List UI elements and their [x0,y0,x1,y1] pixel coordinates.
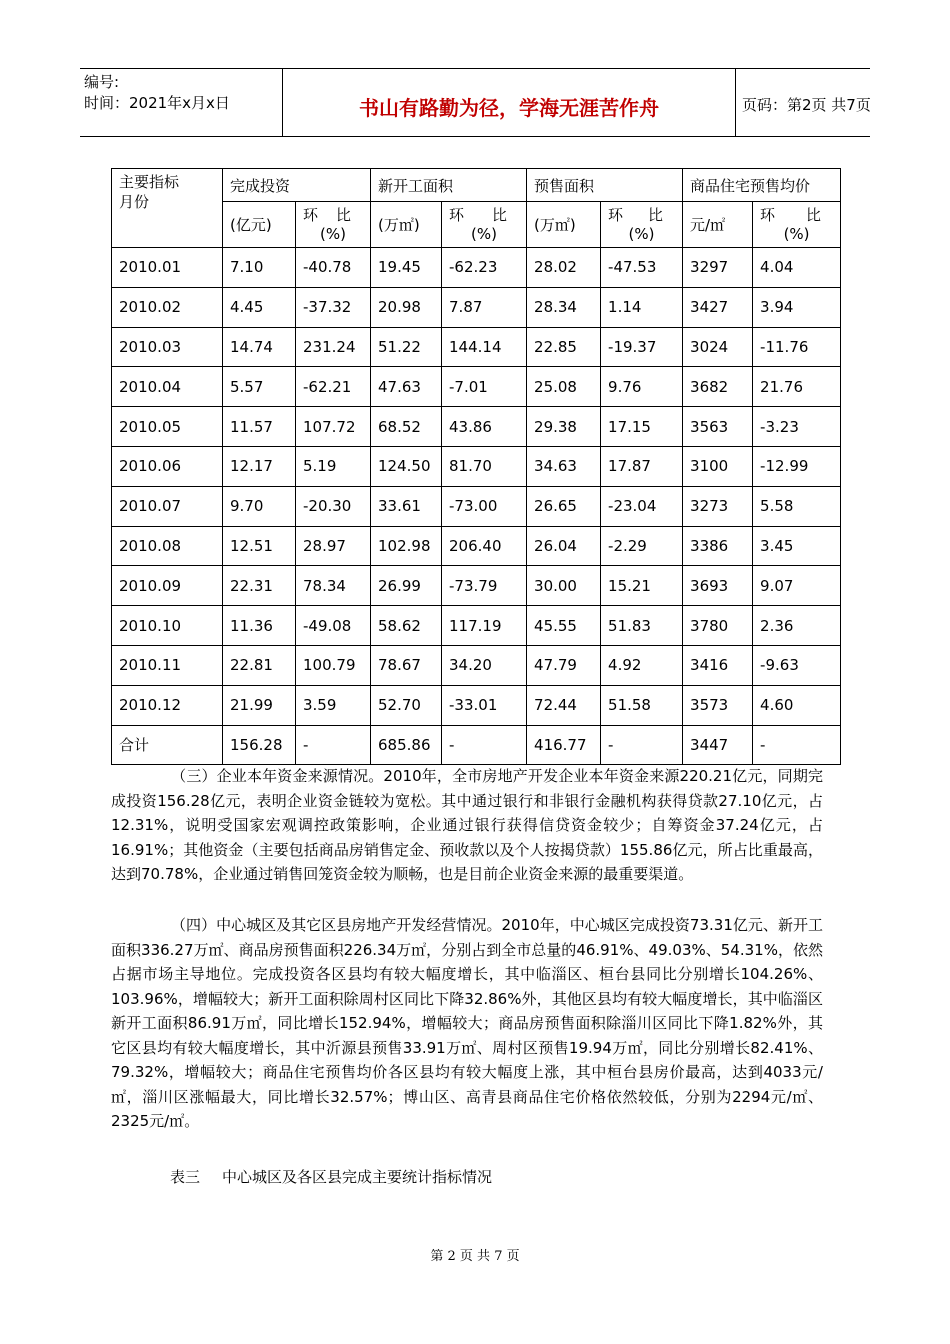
value-cell: - [296,725,371,765]
value-cell: 3024 [683,327,753,367]
value-cell: 685.86 [371,725,442,765]
value-cell: 52.70 [371,685,442,725]
month-cell: 2010.10 [112,606,223,646]
group-header-presale-price: 商品住宅预售均价 [683,169,841,202]
value-cell: 72.44 [527,685,601,725]
code-label: 编号: [84,73,120,91]
corner-label-indicator: 主要指标 [119,173,180,191]
ratio-unit: (%) [471,224,497,243]
value-cell: 12.51 [223,526,296,566]
value-cell: -19.37 [601,327,683,367]
value-cell: -23.04 [601,486,683,526]
value-cell: 51.58 [601,685,683,725]
value-cell: 3297 [683,248,753,288]
ratio-label: 环 比 [449,205,508,224]
value-cell: 12.17 [223,446,296,486]
value-cell: -73.00 [442,486,527,526]
value-cell: 17.15 [601,407,683,447]
value-cell: 51.22 [371,327,442,367]
value-cell: 156.28 [223,725,296,765]
value-cell: 28.34 [527,287,601,327]
value-cell: 58.62 [371,606,442,646]
value-cell: 47.63 [371,367,442,407]
value-cell: 100.79 [296,645,371,685]
value-cell: 3416 [683,645,753,685]
value-cell: 3447 [683,725,753,765]
value-cell: 26.04 [527,526,601,566]
value-cell: 7.87 [442,287,527,327]
value-cell: 34.20 [442,645,527,685]
ratio-header-cell [442,202,527,248]
table-row [112,685,841,725]
value-cell: 29.38 [527,407,601,447]
value-cell: 9.07 [753,566,841,606]
month-cell: 2010.04 [112,367,223,407]
value-cell: 22.85 [527,327,601,367]
month-cell: 2010.09 [112,566,223,606]
value-cell: -9.63 [753,645,841,685]
value-cell: 124.50 [371,446,442,486]
month-cell: 2010.11 [112,645,223,685]
unit-cell: (亿元) [223,202,296,248]
month-cell: 合计 [112,725,223,765]
value-cell: 3693 [683,566,753,606]
value-cell: 78.34 [296,566,371,606]
value-cell: 3682 [683,367,753,407]
group-header-presale-area: 预售面积 [527,169,683,202]
value-cell: 78.67 [371,645,442,685]
header-page-info: 页码：第2页 共7页 [742,96,871,114]
value-cell: -47.53 [601,248,683,288]
value-cell: 3273 [683,486,753,526]
value-cell: 9.70 [223,486,296,526]
ratio-unit: (%) [320,224,346,243]
value-cell: 14.74 [223,327,296,367]
ratio-header-cell [753,202,841,248]
ratio-unit: (%) [783,224,810,243]
value-cell: 117.19 [442,606,527,646]
value-cell: 30.00 [527,566,601,606]
value-cell: 231.24 [296,327,371,367]
table-caption-title: 中心城区及各区县完成主要统计指标情况 [222,1168,493,1186]
table-row [112,526,841,566]
value-cell: 45.55 [527,606,601,646]
ratio-label: 环 比 [608,205,664,224]
value-cell: 68.52 [371,407,442,447]
group-header-new-construction: 新开工面积 [371,169,527,202]
value-cell: 3563 [683,407,753,447]
value-cell: -62.23 [442,248,527,288]
group-header-investment: 完成投资 [223,169,371,202]
value-cell: 3573 [683,685,753,725]
value-cell: 3100 [683,446,753,486]
table-row [112,367,841,407]
value-cell: 4.60 [753,685,841,725]
value-cell: -49.08 [296,606,371,646]
corner-header-cell [112,169,223,248]
value-cell: 33.61 [371,486,442,526]
value-cell: 17.87 [601,446,683,486]
value-cell: 28.97 [296,526,371,566]
table-row [112,407,841,447]
value-cell: 15.21 [601,566,683,606]
header-motto-cell [282,69,736,136]
month-cell: 2010.01 [112,248,223,288]
value-cell: 5.58 [753,486,841,526]
value-cell: 4.45 [223,287,296,327]
header-meta [80,69,284,139]
month-cell: 2010.08 [112,526,223,566]
value-cell: 3.45 [753,526,841,566]
value-cell: 3780 [683,606,753,646]
value-cell: 21.99 [223,685,296,725]
value-cell: 26.65 [527,486,601,526]
value-cell: - [442,725,527,765]
value-cell: 43.86 [442,407,527,447]
value-cell: 25.08 [527,367,601,407]
month-cell: 2010.07 [112,486,223,526]
value-cell: 28.02 [527,248,601,288]
value-cell: -40.78 [296,248,371,288]
table-row [112,725,841,765]
header-motto: 书山有路勤为径，学海无涯苦作舟 [359,96,659,120]
value-cell: 34.63 [527,446,601,486]
month-cell: 2010.05 [112,407,223,447]
table-header-row [112,169,841,202]
value-cell: 22.81 [223,645,296,685]
value-cell: -20.30 [296,486,371,526]
table-row [112,327,841,367]
ratio-header-cell [296,202,371,248]
value-cell: -3.23 [753,407,841,447]
table-row [112,645,841,685]
value-cell: 107.72 [296,407,371,447]
value-cell: 1.14 [601,287,683,327]
indicator-table [111,168,841,765]
page-footer: 第 2 页 共 7 页 [430,1249,520,1264]
ratio-label: 环 比 [303,205,352,224]
value-cell: 21.76 [753,367,841,407]
month-cell: 2010.03 [112,327,223,367]
month-cell: 2010.06 [112,446,223,486]
table-caption-label: 表三 [170,1168,201,1186]
table-row [112,566,841,606]
value-cell: 11.36 [223,606,296,646]
page-header [80,68,870,137]
value-cell: 3386 [683,526,753,566]
value-cell: 4.04 [753,248,841,288]
ratio-header-cell [601,202,683,248]
value-cell: 81.70 [442,446,527,486]
value-cell: -7.01 [442,367,527,407]
time-label: 时间：2021年x月x日 [84,94,230,112]
value-cell: 11.57 [223,407,296,447]
value-cell: 144.14 [442,327,527,367]
value-cell: 20.98 [371,287,442,327]
value-cell: -2.29 [601,526,683,566]
value-cell: 206.40 [442,526,527,566]
paragraph-district-operations [111,913,823,1134]
value-cell: 5.19 [296,446,371,486]
unit-cell: (万㎡) [371,202,442,248]
ratio-unit: (%) [628,224,655,243]
unit-cell: (万㎡) [527,202,601,248]
value-cell: - [753,725,841,765]
table-caption [170,1166,492,1187]
corner-label-month: 月份 [119,193,150,211]
value-cell: 3.94 [753,287,841,327]
value-cell: 19.45 [371,248,442,288]
value-cell: -62.21 [296,367,371,407]
value-cell: 51.83 [601,606,683,646]
value-cell: 26.99 [371,566,442,606]
ratio-label: 环 比 [760,205,822,224]
table-row [112,248,841,288]
paragraph-district-operations-text: （四）中心城区及其它区县房地产开发经营情况。2010年，中心城区完成投资73.31亿元、新开工面积336.27万㎡、商品房预售面积226.34万㎡，分别占到全市总量的46.91%、49.03%、54.31%，依然占据市场主导地位。完成投资各区县均有较大幅度增长，其中临淄区、桓台县同比分别增长104.26%、103.96%，增幅较大；新开工面积除周村区同比下降32.86%外，其他区县均有较大幅度增长，其中临淄区新开工面积86.91万㎡，同比增长152.94%，增幅较大；商品房预售面积除淄川区同比下降1.82%外，其它区县均有较大幅度增长，其中沂源县预售33.91万㎡、周村区预售19.94万㎡，同比分别增长82.41%、79.32%，增幅较大；商品住宅预售均价各区县均有较大幅度上涨，其中桓台县房价最高，达到4033元/㎡，淄川区涨幅最大，同比增长32.57%；博山区、高青县商品住宅价格依然较低，分别为2294元/㎡、2325元/㎡。 [111,916,823,1130]
value-cell: -73.79 [442,566,527,606]
table-body [112,248,841,765]
value-cell: -12.99 [753,446,841,486]
value-cell: 7.10 [223,248,296,288]
value-cell: -33.01 [442,685,527,725]
value-cell: 47.79 [527,645,601,685]
table-row [112,486,841,526]
table-row [112,606,841,646]
value-cell: 102.98 [371,526,442,566]
value-cell: 416.77 [527,725,601,765]
value-cell: -11.76 [753,327,841,367]
value-cell: -37.32 [296,287,371,327]
value-cell: 2.36 [753,606,841,646]
month-cell: 2010.12 [112,685,223,725]
paragraph-funding-sources-text: （三）企业本年资金来源情况。2010年，全市房地产开发企业本年资金来源220.21亿元，同期完成投资156.28亿元，表明企业资金链较为宽松。其中通过银行和非银行金融机构获得贷款27.10亿元，占12.31%，说明受国家宏观调控政策影响，企业通过银行获得信贷资金较少；自筹资金37.24亿元，占16.91%；其他资金（主要包括商品房销售定金、预收款以及个人按揭贷款）155.86亿元，所占比重最高，达到70.78%，企业通过销售回笼资金较为顺畅，也是目前企业资金来源的最重要渠道。 [111,767,823,883]
table-row [112,287,841,327]
value-cell: 3427 [683,287,753,327]
value-cell: 9.76 [601,367,683,407]
table-row [112,446,841,486]
value-cell: 4.92 [601,645,683,685]
paragraph-funding-sources [111,764,823,887]
unit-cell: 元/㎡ [683,202,753,248]
value-cell: 3.59 [296,685,371,725]
value-cell: - [601,725,683,765]
month-cell: 2010.02 [112,287,223,327]
value-cell: 22.31 [223,566,296,606]
value-cell: 5.57 [223,367,296,407]
